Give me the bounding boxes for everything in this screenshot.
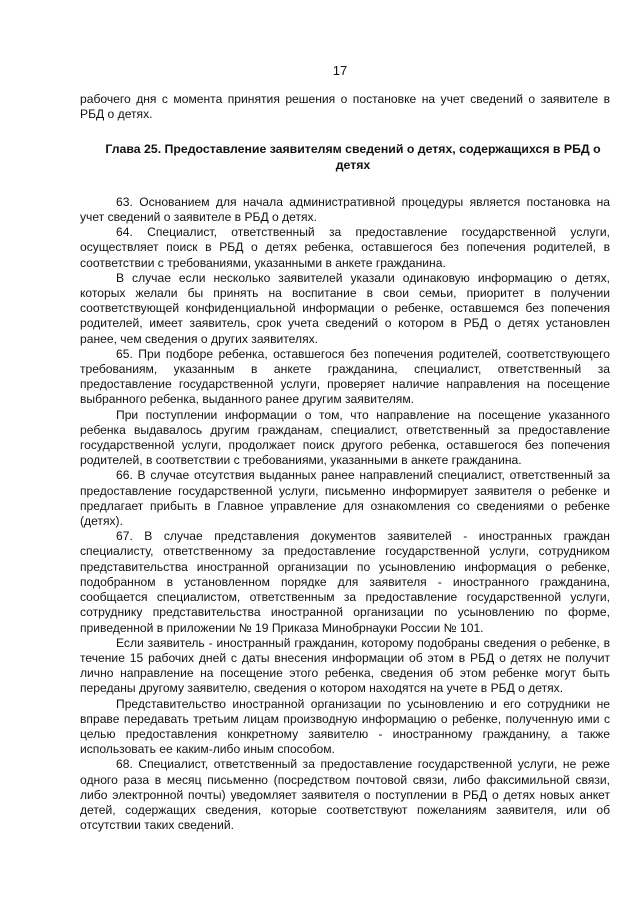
paragraph-67: 67. В случае представления документов заявителей - иностранных граждан специалисту, ответственному за предоставление государственной услуги, сотрудником представительства иностранной организации по усыновлению информация о ребенке, подобранном в установленном порядке для заявителя - иностранного гражданина, сообщается специалистом, ответственным за предоставление государственной услуги, сотруднику представительства иностранной организации по усыновлению по форме, приведенной в приложении № 19 Приказа Минобрнауки России № 101. <box>80 529 610 635</box>
paragraph-67-representation: Представительство иностранной организации по усыновлению и его сотрудники не вправе передавать третьим лицам производную информацию о ребенке, полученную ими с целью предоставления конкретному заявителю - иностранному гражданину, а также использовать ее каким-либо иным способом. <box>80 696 610 757</box>
paragraph-63: 63. Основанием для начала административной процедуры является постановка на учет сведений о заявителе в РБД о детях. <box>80 194 610 225</box>
chapter-title: Глава 25. Предоставление заявителям сведений о детях, содержащихся в РБД о детях <box>105 142 601 172</box>
document-body <box>80 92 610 833</box>
paragraph-68: 68. Специалист, ответственный за предоставление государственной услуги, не реже одного раза в месяц письменно (посредством почтовой связи, либо факсимильной связи, либо электронной почты) уведомляет заявителя о поступлении в РБД о детях новых анкет детей, содержащих сведения, которые соответствуют пожеланиям заявителя, или об отсутствии таких сведений. <box>80 757 610 833</box>
paragraph-64: 64. Специалист, ответственный за предоставление государственной услуги, осуществляет поиск в РБД о детях ребенка, оставшегося без попечения родителей, в соответствии с требованиями, указанными в анкете гражданина. <box>80 225 610 270</box>
paragraph-64-continued: В случае если несколько заявителей указали одинаковую информацию о детях, которых желали бы принять на воспитание в свои семьи, приоритет в получении соответствующей конфиденциальной информации о ребенке, оставшемся без попечения родителей, имеет заявитель, срок учета сведений о котором в РБД о детях установлен ранее, чем сведения о других заявителях. <box>80 270 610 346</box>
intro-paragraph: рабочего дня с момента принятия решения о постановке на учет сведений о заявителе в РБД о детях. <box>80 92 610 122</box>
paragraph-67-continued: Если заявитель - иностранный гражданин, которому подобраны сведения о ребенке, в течение 15 рабочих дней с даты внесения информации об этом в РБД о детях не получит лично направление на посещение этого ребенка, сведения об этом ребенке могут быть переданы другому заявителю, сведения о котором находятся на учете в РБД о детях. <box>80 635 610 696</box>
paragraph-65-continued: При поступлении информации о том, что направление на посещение указанного ребенка выдавалось другим гражданам, специалист, ответственный за предоставление государственной услуги, продолжает поиск другого ребенка, оставшегося без попечения родителей, в соответствии с требованиями, указанными в анкете гражданина. <box>80 407 610 468</box>
paragraph-66: 66. В случае отсутствия выданных ранее направлений специалист, ответственный за предоставление государственной услуги, письменно информирует заявителя о ребенке и предлагает прибыть в Главное управление для ознакомления со сведениями о ребенке (детях). <box>80 468 610 529</box>
paragraph-65: 65. При подборе ребенка, оставшегося без попечения родителей, соответствующего требованиям, указанным в анкете гражданина, специалист, ответственный за предоставление государственной услуги, проверяет наличие направления на посещение выбранного ребенка, выданного ранее другим заявителям. <box>80 346 610 407</box>
page-number: 17 <box>332 63 348 78</box>
